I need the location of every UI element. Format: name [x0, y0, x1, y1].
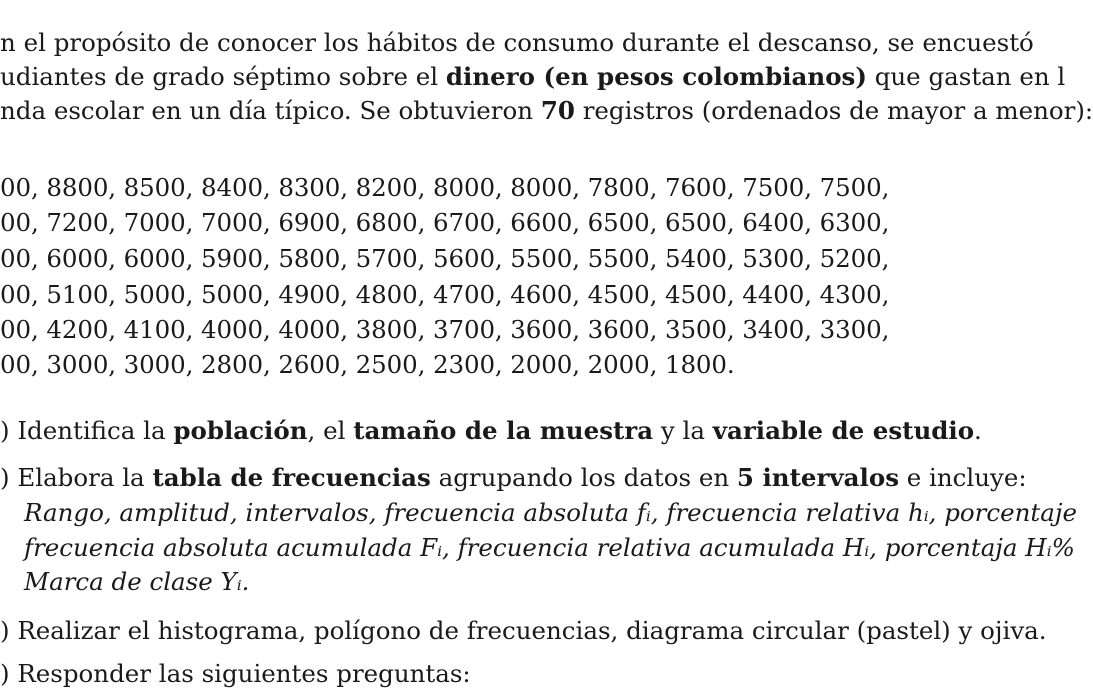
- question-d-text: Responder las siguientes preguntas:: [9, 659, 471, 688]
- data-row: 00, 3000, 3000, 2800, 2600, 2500, 2300, 2000, 2000, 1800.: [0, 350, 735, 379]
- question-b-marker: ): [0, 463, 10, 492]
- question-a-bold-1: población: [173, 416, 308, 445]
- question-c: [0, 616, 1047, 645]
- question-b-text-1: Elabora la: [9, 463, 153, 492]
- intro-line-3: [0, 96, 1093, 125]
- data-row: 00, 6000, 6000, 5900, 5800, 5700, 5600, 5500, 5500, 5400, 5300, 5200,: [0, 244, 890, 273]
- question-a-text-4: .: [974, 416, 982, 445]
- question-a-marker: ): [0, 416, 10, 445]
- question-c-text: Realizar el histograma, polígono de frecuencias, diagrama circular (pastel) y ojiva.: [9, 616, 1047, 645]
- question-c-marker: ): [0, 616, 10, 645]
- intro-line-1: [0, 28, 1034, 57]
- question-b: [0, 463, 1027, 492]
- intro-line-1-text: n el propósito de conocer los hábitos de consumo durante el descanso, se encuestó: [0, 28, 1034, 57]
- intro-line-3-post: registros (ordenados de mayor a menor):: [574, 96, 1093, 125]
- question-b-bold-2: 5 intervalos: [736, 463, 899, 492]
- question-b-sub-line-1: Rango, amplitud, intervalos, frecuencia absoluta fᵢ, frecuencia relativa hᵢ, porcentaje: [24, 498, 1077, 527]
- question-b-sub-line-2: frecuencia absoluta acumulada Fᵢ, frecuencia relativa acumulada Hᵢ, porcentaja Hᵢ%: [24, 533, 1075, 562]
- question-a-bold-3: variable de estudio: [712, 416, 975, 445]
- data-row: 00, 7200, 7000, 7000, 6900, 6800, 6700, 6600, 6500, 6500, 6400, 6300,: [0, 208, 890, 237]
- intro-line-2-post: que gastan en l: [866, 62, 1066, 91]
- intro-line-3-bold: 70: [540, 96, 575, 125]
- question-d-marker: ): [0, 659, 10, 688]
- question-a: [0, 416, 982, 445]
- question-a-text-2: , el: [307, 416, 354, 445]
- intro-line-3-pre: nda escolar en un día típico. Se obtuvieron: [0, 96, 541, 125]
- question-a-text-3: y la: [653, 416, 713, 445]
- intro-line-2-bold: dinero (en pesos colombianos): [445, 62, 867, 91]
- question-b-bold-1: tabla de frecuencias: [152, 463, 431, 492]
- question-b-text-2: agrupando los datos en: [430, 463, 737, 492]
- question-a-bold-2: tamaño de la muestra: [353, 416, 654, 445]
- data-row: 00, 4200, 4100, 4000, 4000, 3800, 3700, 3600, 3600, 3500, 3400, 3300,: [0, 315, 890, 344]
- data-row: 00, 8800, 8500, 8400, 8300, 8200, 8000, 8000, 7800, 7600, 7500, 7500,: [0, 173, 890, 202]
- question-d: [0, 659, 471, 688]
- question-b-sub-line-3: Marca de clase Yᵢ.: [24, 567, 250, 596]
- intro-line-2: [0, 62, 1066, 91]
- question-a-text-1: Identifica la: [9, 416, 174, 445]
- question-b-text-3: e incluye:: [898, 463, 1027, 492]
- intro-line-2-pre: udiantes de grado séptimo sobre el: [0, 62, 446, 91]
- data-row: 00, 5100, 5000, 5000, 4900, 4800, 4700, 4600, 4500, 4500, 4400, 4300,: [0, 280, 890, 309]
